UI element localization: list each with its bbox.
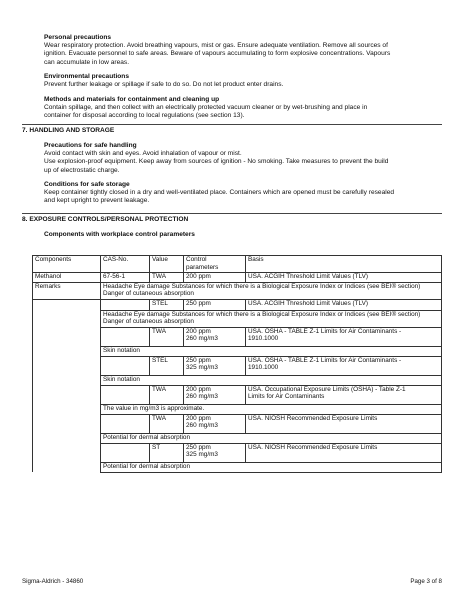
- blank-cell: [101, 327, 150, 346]
- containment-methods-heading: Methods and materials for containment and cleaning up: [44, 96, 220, 103]
- blank-cell: [33, 356, 101, 375]
- blank-cell: [33, 299, 101, 310]
- footer-left: Sigma-Aldrich - 34860: [22, 578, 84, 585]
- blank-cell: [33, 327, 101, 346]
- table-remark-row: [33, 404, 442, 414]
- safe-handling-heading: Precautions for safe handling: [44, 142, 137, 149]
- basis-cell: USA. ACGIH Threshold Limit Values (TLV): [246, 299, 442, 310]
- table-remark-row: [33, 346, 442, 356]
- components-subheading: Components with workplace control parameters: [44, 231, 195, 238]
- remark-cell: Potential for dermal absorption: [101, 433, 442, 443]
- value-cell: TWA: [150, 385, 184, 404]
- blank-cell: [33, 433, 101, 443]
- param-cell: 250 ppm: [184, 299, 246, 310]
- environmental-precautions-block: [44, 73, 444, 89]
- table-row: [33, 356, 442, 375]
- blank-cell: [33, 443, 101, 462]
- table-row: [33, 327, 442, 346]
- remark-cell: Skin notation: [101, 346, 442, 356]
- blank-cell: [33, 404, 101, 414]
- exposure-limits-table: [32, 255, 442, 473]
- value-cell: STEL: [150, 356, 184, 375]
- basis-cell: USA. Occupational Exposure Limits (OSHA) - Table Z-1 Limits for Air Contaminants: [246, 385, 442, 404]
- param-cell: 200 ppm 260 mg/m3: [184, 327, 246, 346]
- personal-precautions-line: can accumulate in low areas.: [44, 58, 130, 66]
- header-basis: Basis: [246, 256, 442, 273]
- table-remark-row: [33, 282, 442, 299]
- remark-cell: Potential for dermal absorption: [101, 462, 442, 472]
- value-cell: TWA: [150, 272, 184, 282]
- basis-cell: USA. ACGIH Threshold Limit Values (TLV): [246, 272, 442, 282]
- table-row: [33, 443, 442, 462]
- remarks-label: Remarks: [33, 282, 101, 299]
- containment-methods-line: container for disposal according to local regulations (see section 13).: [44, 112, 245, 120]
- containment-methods-line: Contain spillage, and then collect with an electrically protected vacuum cleaner or by wet-brushing and place in: [44, 104, 368, 112]
- basis-cell: USA. NIOSH Recommended Exposure Limits: [246, 414, 442, 433]
- safe-handling-line: Use explosion-proof equipment. Keep away from sources of ignition - No smoking. Take measures to prevent the build: [44, 158, 389, 166]
- table-row: [33, 299, 442, 310]
- value-cell: ST: [150, 443, 184, 462]
- header-components: Components: [33, 256, 101, 273]
- value-cell: TWA: [150, 414, 184, 433]
- blank-cell: [101, 356, 150, 375]
- containment-methods-block: [44, 96, 444, 121]
- table-row: [33, 414, 442, 433]
- section-divider: [22, 124, 442, 125]
- exposure-rows: [33, 299, 442, 472]
- remark-cell: Skin notation: [101, 375, 442, 385]
- table-row: [33, 272, 442, 282]
- table-remark-row: [33, 462, 442, 472]
- blank-cell: [33, 375, 101, 385]
- blank-cell: [33, 346, 101, 356]
- basis-cell: USA. NIOSH Recommended Exposure Limits: [246, 443, 442, 462]
- personal-precautions-heading: Personal precautions: [44, 34, 112, 41]
- cas-cell: 67-56-1: [101, 272, 150, 282]
- blank-cell: [101, 299, 150, 310]
- blank-cell: [33, 310, 101, 327]
- header-cas: CAS-No.: [101, 256, 150, 273]
- blank-cell: [101, 414, 150, 433]
- table-header-row: [33, 256, 442, 273]
- header-value: Value: [150, 256, 184, 273]
- blank-cell: [33, 414, 101, 433]
- personal-precautions-line: ignition. Evacuate personnel to safe areas. Beware of vapours accumulating to form explosive concentrations. Vapours: [44, 50, 391, 58]
- basis-cell: USA. OSHA - TABLE Z-1 Limits for Air Contaminants - 1910.1000: [246, 327, 442, 346]
- safe-handling-line: up of electrostatic charge.: [44, 166, 120, 174]
- personal-precautions-block: [44, 34, 444, 67]
- safe-storage-line: and kept upright to prevent leakage.: [44, 197, 150, 205]
- header-control-parameters: Control parameters: [184, 256, 246, 273]
- blank-cell: [101, 443, 150, 462]
- safe-storage-line: Keep container tightly closed in a dry and well-ventilated place. Containers which are opened must be carefully resealed: [44, 189, 395, 197]
- basis-cell: USA. OSHA - TABLE Z-1 Limits for Air Contaminants - 1910.1000: [246, 356, 442, 375]
- blank-cell: [33, 385, 101, 404]
- table-row: [33, 385, 442, 404]
- environmental-precautions-line: Prevent further leakage or spillage if safe to do so. Do not let product enter drains.: [44, 81, 284, 89]
- section-divider: [22, 213, 442, 214]
- section-7-title: 7. HANDLING AND STORAGE: [22, 127, 115, 134]
- param-cell: 250 ppm 325 mg/m3: [184, 356, 246, 375]
- table-remark-row: [33, 375, 442, 385]
- section-8-title: 8. EXPOSURE CONTROLS/PERSONAL PROTECTION: [22, 216, 189, 223]
- table-remark-row: [33, 310, 442, 327]
- value-cell: STEL: [150, 299, 184, 310]
- environmental-precautions-heading: Environmental precautions: [44, 73, 130, 80]
- remark-cell: Headache Eye damage Substances for which there is a Biological Exposure Index or Indices (see BEI® section) Danger of cutaneous absorption: [101, 282, 442, 299]
- table-remark-row: [33, 433, 442, 443]
- personal-precautions-line: Wear respiratory protection. Avoid breathing vapours, mist or gas. Ensure adequate ventilation. Remove all sources of: [44, 42, 388, 50]
- remark-cell: The value in mg/m3 is approximate.: [101, 404, 442, 414]
- remark-cell: Headache Eye damage Substances for which there is a Biological Exposure Index or Indices (see BEI® section) Danger of cutaneous absorption: [101, 310, 442, 327]
- safe-handling-line: Avoid contact with skin and eyes. Avoid inhalation of vapour or mist.: [44, 150, 242, 158]
- param-cell: 200 ppm 260 mg/m3: [184, 385, 246, 404]
- param-cell: 200 ppm: [184, 272, 246, 282]
- safe-handling-block: [44, 142, 444, 175]
- safe-storage-block: [44, 181, 444, 206]
- blank-cell: [33, 462, 101, 472]
- param-cell: 200 ppm 260 mg/m3: [184, 414, 246, 433]
- safe-storage-heading: Conditions for safe storage: [44, 181, 130, 188]
- param-cell: 250 ppm 325 mg/m3: [184, 443, 246, 462]
- blank-cell: [101, 385, 150, 404]
- footer-page-number: Page 3 of 8: [410, 578, 442, 585]
- value-cell: TWA: [150, 327, 184, 346]
- component-cell: Methanol: [33, 272, 101, 282]
